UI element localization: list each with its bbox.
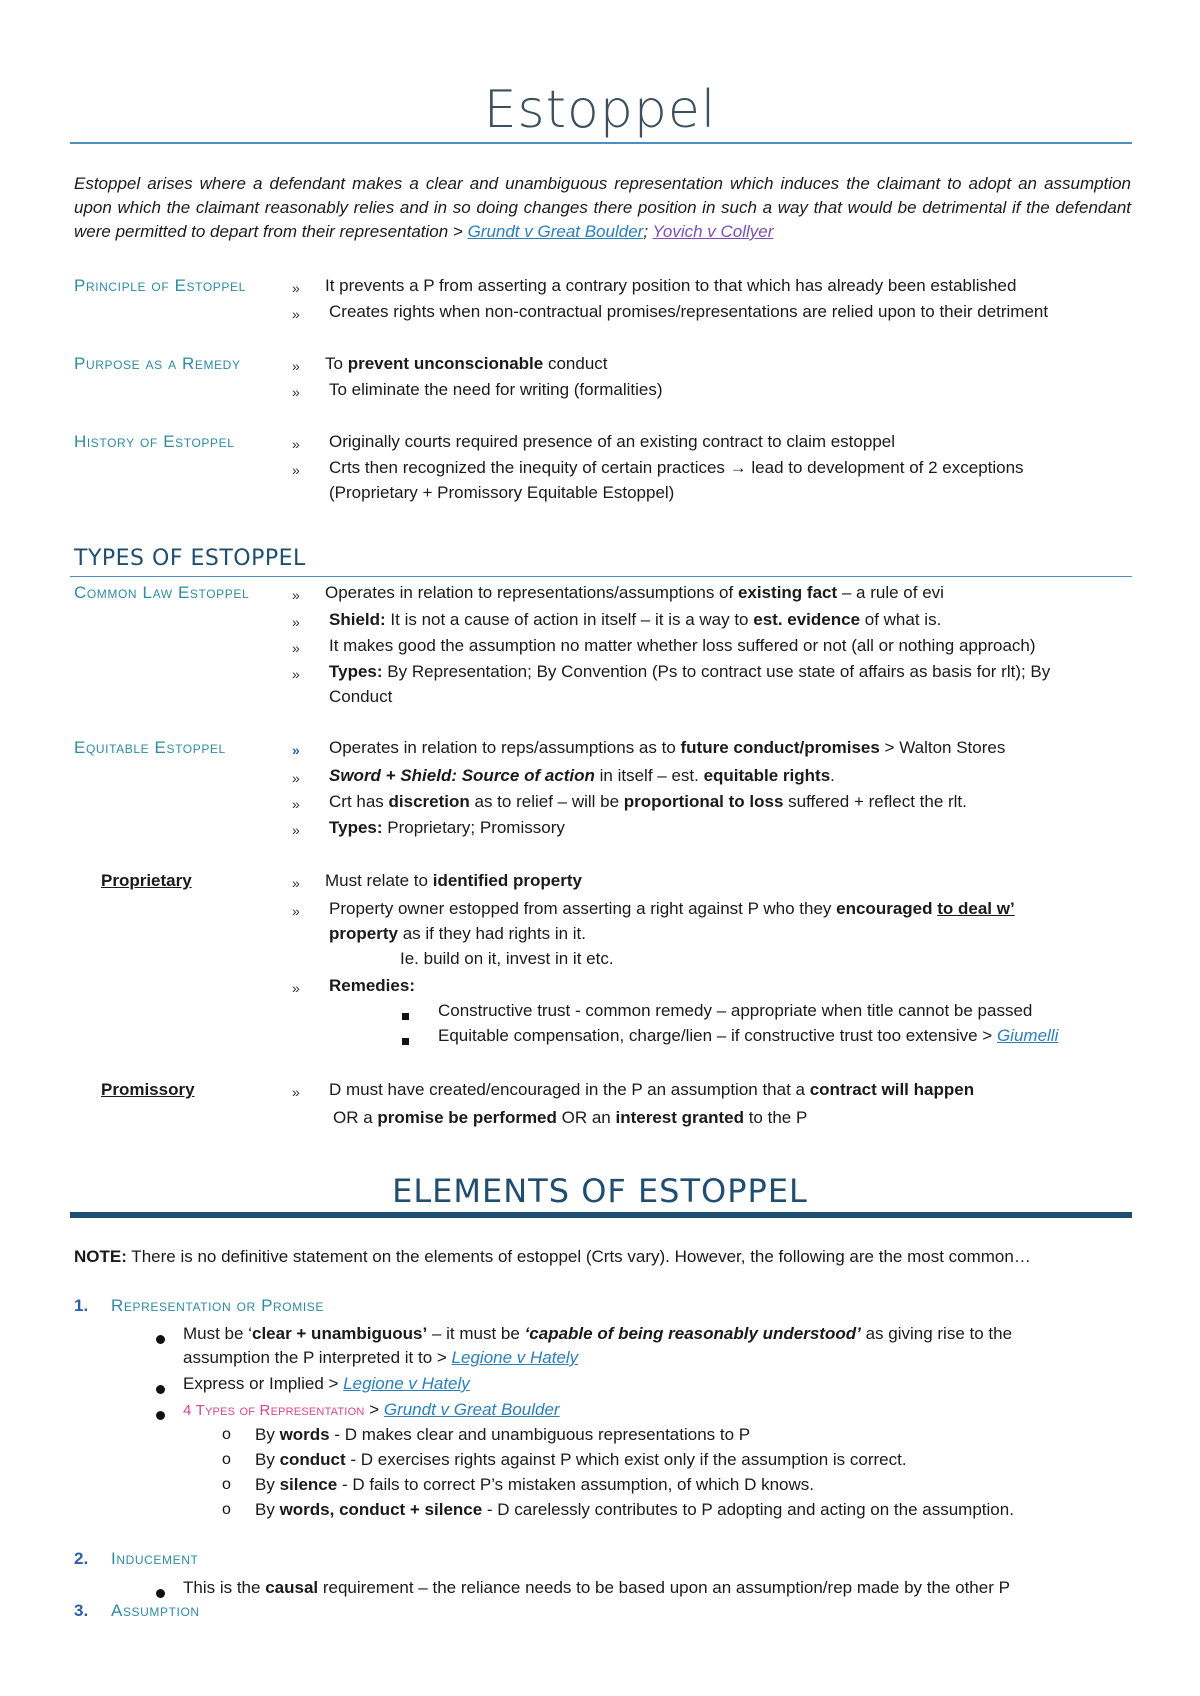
- element-label-assumption: Assumption: [111, 1601, 200, 1620]
- proprietary-label: Proprietary: [101, 871, 192, 890]
- bullet-icon: »: [292, 822, 300, 838]
- element-bullet: Express or Implied > Legione v Hately: [183, 1374, 470, 1393]
- history-item: Crts then recognized the inequity of certain practices → lead to development of 2 exceptions: [329, 458, 1024, 477]
- bullet-icon: »: [292, 436, 300, 452]
- square-bullet-icon: [402, 1032, 409, 1050]
- bullet-icon: »: [292, 796, 300, 812]
- common-law-item: It makes good the assumption no matter whether loss suffered or not (all or nothing approach): [329, 636, 1036, 655]
- bullet-icon: »: [292, 742, 300, 758]
- proprietary-item-cont: property as if they had rights in it.: [329, 924, 587, 943]
- circle-bullet-icon: o: [222, 1501, 231, 1518]
- bullet-icon: »: [292, 875, 300, 891]
- remedy-item: Equitable compensation, charge/lien – if constructive trust too extensive > Giumelli: [438, 1026, 1059, 1045]
- element-number: 2.: [74, 1549, 89, 1568]
- case-link-giumelli[interactable]: Giumelli: [996, 1026, 1059, 1045]
- bullet-icon: »: [292, 280, 300, 296]
- equitable-item: Operates in relation to reps/assumptions as to future conduct/promises > Walton Stores: [329, 738, 1006, 757]
- remedies-label: Remedies:: [329, 976, 415, 995]
- representation-type: By words, conduct + silence - D carelessly contributes to P adopting and acting on the assumption.: [255, 1500, 1014, 1519]
- bullet-icon: »: [292, 903, 300, 919]
- promissory-item-cont: OR a promise be performed OR an interest granted to the P: [333, 1108, 808, 1127]
- bullet-icon: »: [292, 462, 300, 478]
- equitable-item: Crt has discretion as to relief – will be proportional to loss suffered + reflect the rlt.: [329, 792, 967, 811]
- intro-paragraph: [74, 172, 1131, 244]
- bullet-icon: »: [292, 1084, 300, 1100]
- element-bullet-cont: assumption the P interpreted it to > Legione v Hately: [183, 1348, 579, 1367]
- intro-sep: ;: [643, 222, 653, 241]
- proprietary-item: Property owner estopped from asserting a right against P who they encouraged to deal w’: [329, 899, 1015, 918]
- bullet-icon: »: [292, 358, 300, 374]
- bullet-icon: »: [292, 587, 300, 603]
- note-paragraph: NOTE: There is no definitive statement on the elements of estoppel (Crts vary). However, the following are the most common…: [74, 1247, 1031, 1266]
- intro-text: Estoppel arises where a defendant makes a clear and unambiguous representation which induces the claimant to adopt an assumption upon which the claimant reasonably relies and in so doing changes there position in such a way that would be detrimental if the defendant were permitted to depart from their representation >: [74, 174, 1131, 241]
- principle-item: It prevents a P from asserting a contrary position to that which has already been established: [325, 276, 1017, 295]
- case-link-yovich[interactable]: Yovich v Collyer: [652, 222, 774, 241]
- element-number: 3.: [74, 1601, 89, 1620]
- circle-bullet-icon: o: [222, 1451, 231, 1468]
- purpose-item: To prevent unconscionable conduct: [325, 354, 608, 373]
- representation-type: By silence - D fails to correct P’s mistaken assumption, of which D knows.: [255, 1475, 815, 1494]
- principle-label: Principle of Estoppel: [74, 276, 246, 295]
- history-item-cont: (Proprietary + Promissory Equitable Estoppel): [329, 483, 675, 502]
- proprietary-example: Ie. build on it, invest in it etc.: [400, 949, 614, 968]
- dot-bullet-icon: [156, 1381, 165, 1399]
- bullet-icon: »: [292, 614, 300, 630]
- history-item: Originally courts required presence of an existing contract to claim estoppel: [329, 432, 896, 451]
- representation-type: By conduct - D exercises rights against P which exist only if the assumption is correct.: [255, 1450, 907, 1469]
- promissory-label: Promissory: [101, 1080, 195, 1099]
- bullet-icon: »: [292, 980, 300, 996]
- history-label: History of Estoppel: [74, 432, 235, 451]
- representation-type: By words - D makes clear and unambiguous representations to P: [255, 1425, 751, 1444]
- purpose-item: To eliminate the need for writing (formalities): [329, 380, 663, 399]
- equitable-item: Sword + Shield: Source of action in itself – est. equitable rights.: [329, 766, 835, 785]
- bullet-icon: »: [292, 640, 300, 656]
- bullet-icon: »: [292, 666, 300, 682]
- title-rule: [70, 142, 1132, 144]
- element-bullet: 4 Types of Representation > Grundt v Great Boulder: [183, 1400, 560, 1419]
- common-law-item: Types: By Representation; By Convention (Ps to contract use state of affairs as basis for rlt); By: [329, 662, 1051, 681]
- types-rule: [70, 576, 1132, 577]
- element-bullet: This is the causal requirement – the reliance needs to be based upon an assumption/rep made by the other P: [183, 1578, 1010, 1597]
- page-title: Estoppel: [483, 80, 717, 140]
- case-link-legione[interactable]: Legione v Hately: [451, 1348, 579, 1367]
- common-law-item-cont: Conduct: [329, 687, 393, 706]
- remedy-item: Constructive trust - common remedy – appropriate when title cannot be passed: [438, 1001, 1033, 1020]
- case-link-legione[interactable]: Legione v Hately: [343, 1374, 470, 1393]
- circle-bullet-icon: o: [222, 1476, 231, 1493]
- bullet-icon: »: [292, 770, 300, 786]
- element-bullet: Must be ‘clear + unambiguous’ – it must be ‘capable of being reasonably understood’ as giving rise to the: [183, 1324, 1013, 1343]
- common-law-label: Common Law Estoppel: [74, 583, 250, 602]
- equitable-label: Equitable Estoppel: [74, 738, 226, 757]
- equitable-item: Types: Proprietary; Promissory: [329, 818, 565, 837]
- common-law-item: Shield: It is not a cause of action in itself – it is a way to est. evidence of what is.: [329, 610, 942, 629]
- dot-bullet-icon: [156, 1407, 165, 1425]
- dot-bullet-icon: [156, 1331, 165, 1349]
- element-label-inducement: Inducement: [111, 1549, 199, 1568]
- element-number: 1.: [74, 1296, 89, 1315]
- promissory-item: D must have created/encouraged in the P an assumption that a contract will happen: [329, 1080, 975, 1099]
- element-label-representation: Representation or Promise: [111, 1296, 324, 1315]
- elements-rule: [70, 1212, 1132, 1218]
- case-link-grundt[interactable]: Grundt v Great Boulder: [467, 222, 644, 241]
- common-law-item: Operates in relation to representations/assumptions of existing fact – a rule of evi: [325, 583, 944, 602]
- purpose-label: Purpose as a Remedy: [74, 354, 241, 373]
- square-bullet-icon: [402, 1007, 409, 1025]
- principle-item: Creates rights when non-contractual promises/representations are relied upon to their detriment: [329, 302, 1049, 321]
- bullet-icon: »: [292, 306, 300, 322]
- bullet-icon: »: [292, 384, 300, 400]
- circle-bullet-icon: o: [222, 1426, 231, 1443]
- elements-heading: ELEMENTS OF ESTOPPEL: [392, 1172, 808, 1210]
- proprietary-item: Must relate to identified property: [325, 871, 582, 890]
- case-link-grundt[interactable]: Grundt v Great Boulder: [383, 1400, 560, 1419]
- types-heading: TYPES OF ESTOPPEL: [74, 546, 306, 571]
